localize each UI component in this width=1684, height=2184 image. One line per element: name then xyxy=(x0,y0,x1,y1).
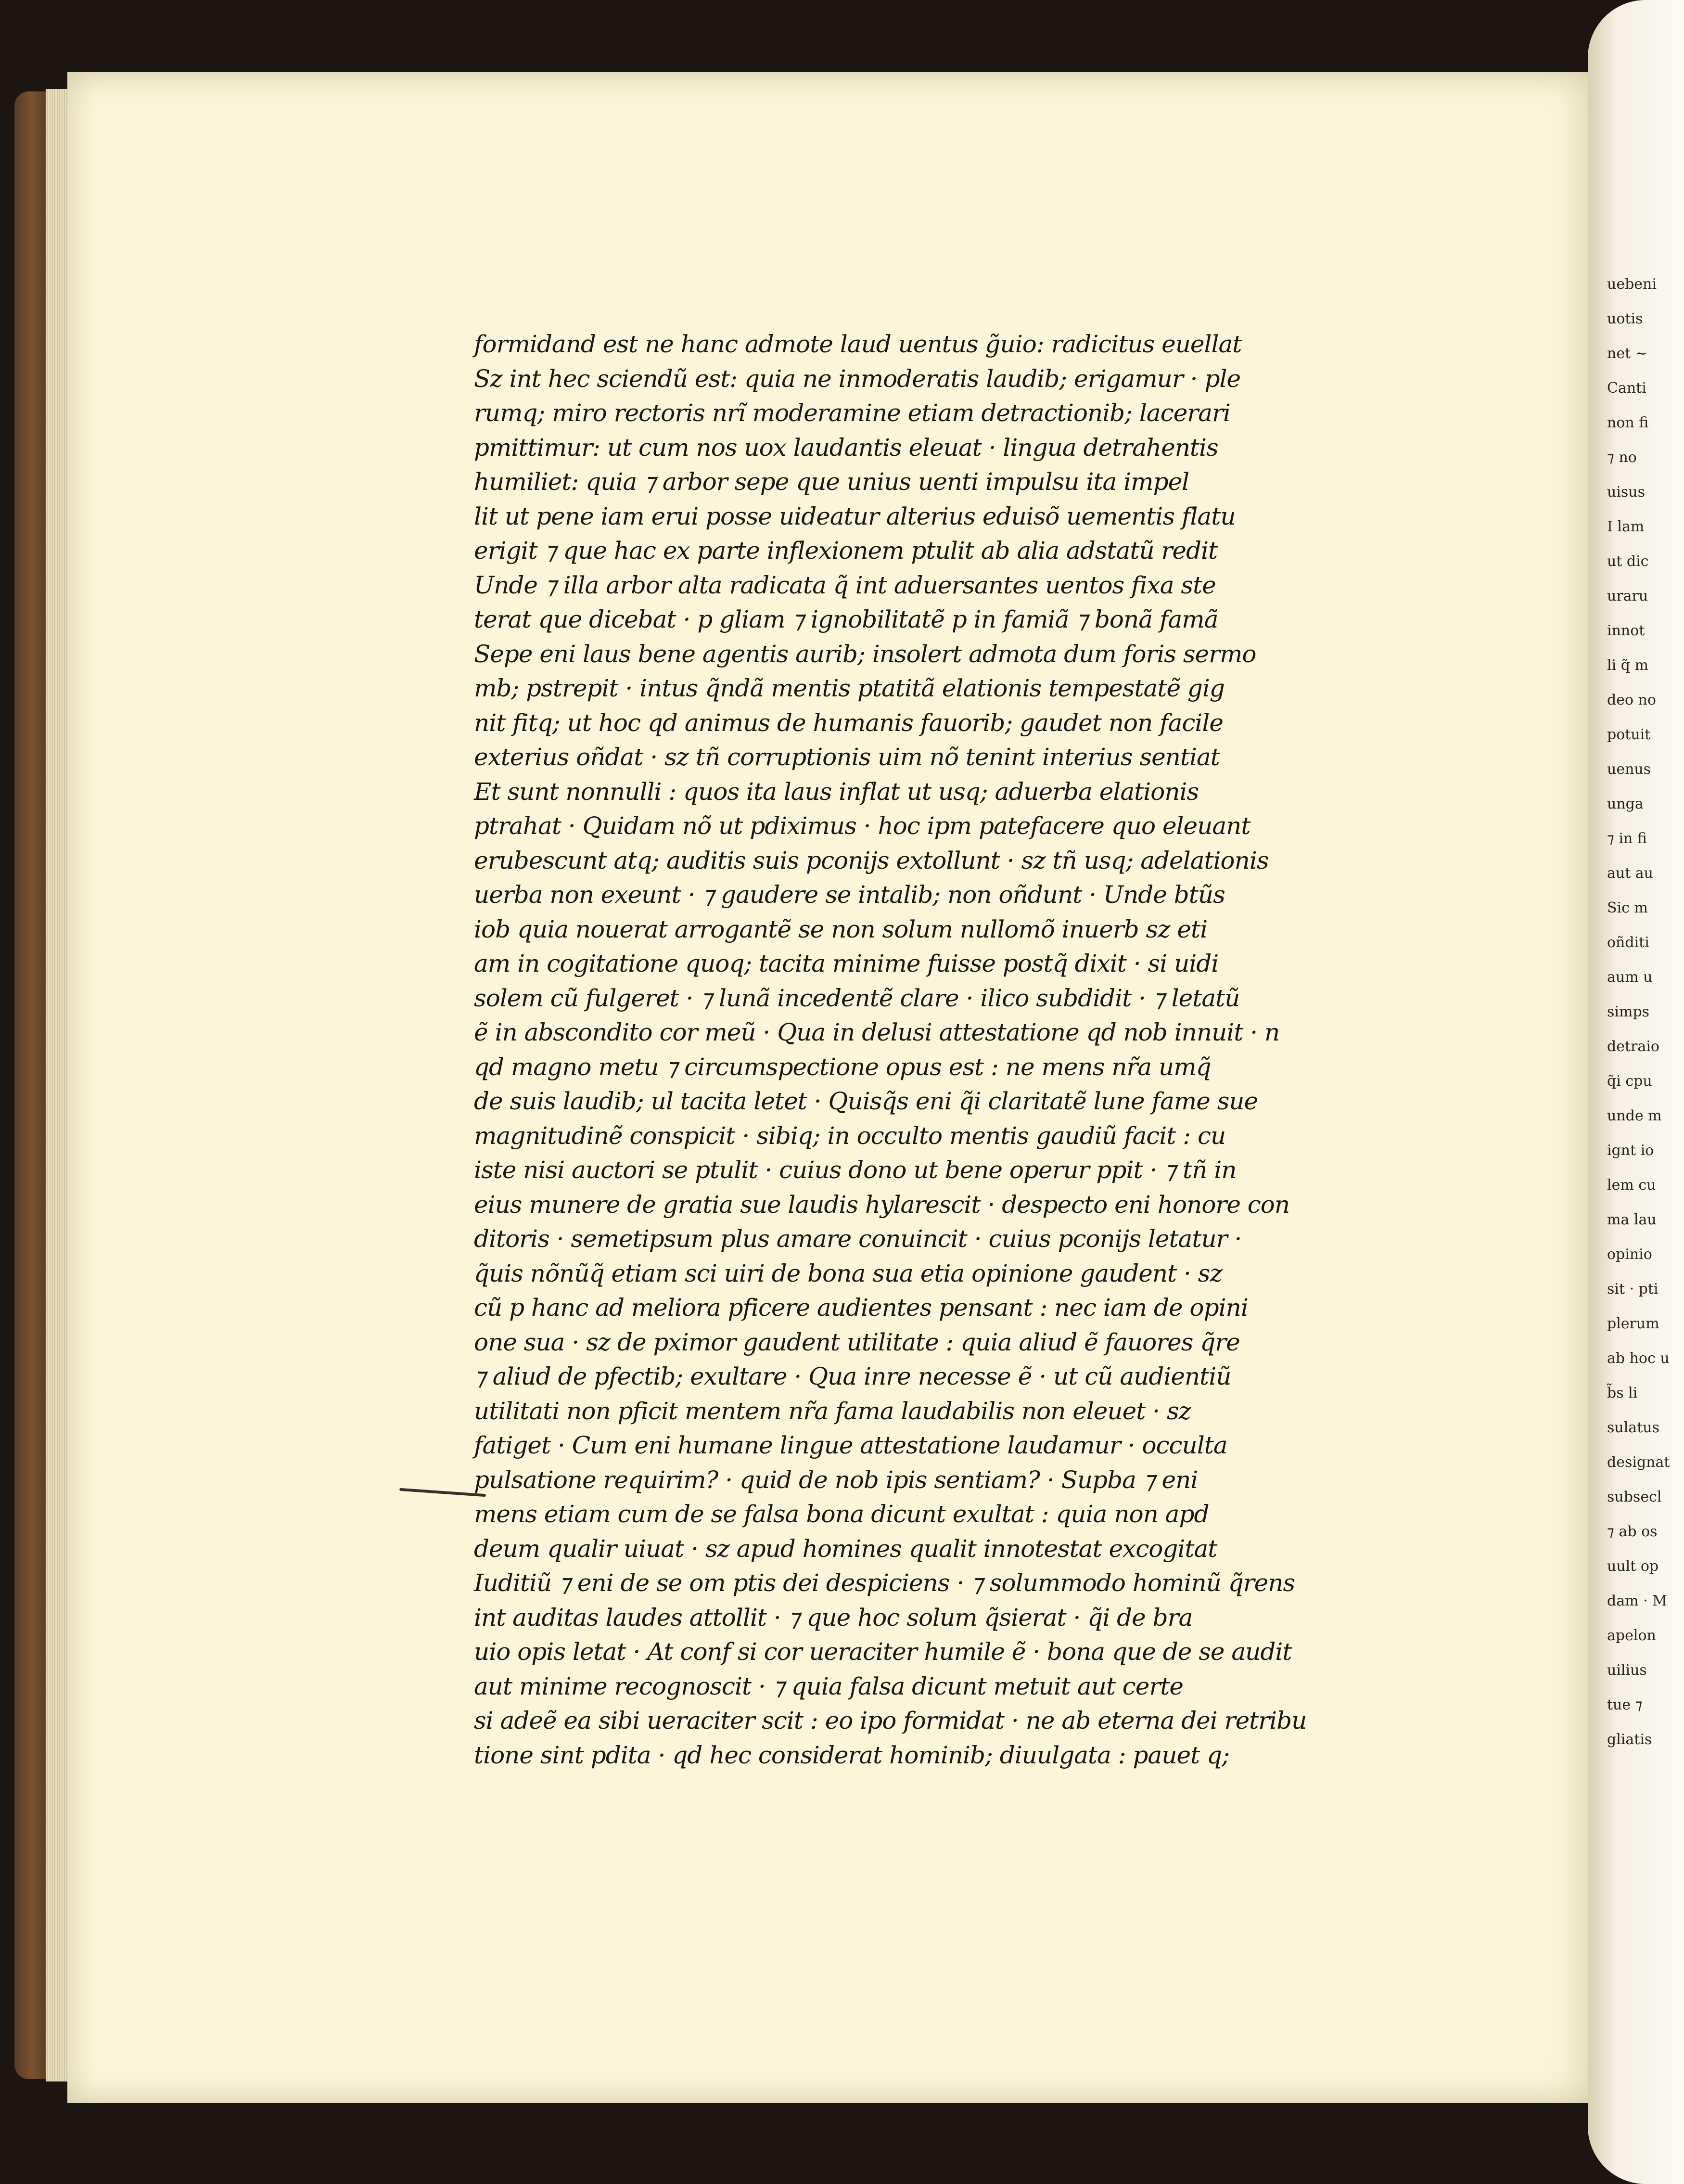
manuscript-line: lit ut pene iam erui posse uideatur alterius eduisõ uementis flatu xyxy=(474,502,1236,530)
manuscript-line: ⁊ aliud de pfectib; exultare · Qua inre necesse ẽ · ut cũ audientiũ xyxy=(474,1362,1231,1390)
facing-page-fragment: li q̃ m xyxy=(1607,657,1648,674)
manuscript-line: si adeẽ ea sibi ueraciter scit : eo ipo formidat · ne ab eterna dei retribu xyxy=(474,1707,1307,1734)
facing-page-fragment: plerum xyxy=(1607,1315,1659,1332)
manuscript-line: rumq; miro rectoris nrĩ moderamine etiam detractionib; lacerari xyxy=(474,399,1230,427)
facing-page-fragment: potuit xyxy=(1607,726,1651,743)
manuscript-line: deum qualir uiuat · sz apud homines qualit innotestat excogitat xyxy=(474,1534,1217,1563)
manuscript-line: uerba non exeunt · ⁊ gaudere se intalib; non oñdunt · Unde btũs xyxy=(474,881,1225,909)
manuscript-line: am in cogitatione quoq; tacita minime fuisse postq̃ dixit · si uidi xyxy=(474,950,1219,977)
facing-page-fragment: ab hoc u xyxy=(1607,1350,1670,1367)
facing-page-fragment: aum u xyxy=(1607,969,1653,986)
facing-page-fragment: sit · pti xyxy=(1607,1281,1658,1298)
facing-page-fragment: uisus xyxy=(1607,484,1646,501)
facing-page-fragment: ⁊ no xyxy=(1607,449,1637,466)
manuscript-line: eius munere de gratia sue laudis hylarescit · despecto eni honore con xyxy=(474,1190,1290,1219)
manuscript-line: qd magno metu ⁊ circumspectione opus est : ne mens nr̃a umq̃ xyxy=(474,1053,1211,1081)
manuscript-line: mb; pstrepit · intus q̃ndã mentis ptatitã elationis tempestatẽ gig xyxy=(474,674,1225,702)
facing-page-fragment: I lam xyxy=(1607,518,1645,535)
manuscript-line: pmittimur: ut cum nos uox laudantis eleuat · lingua detrahentis xyxy=(474,433,1218,462)
manuscript-line: iob quia nouerat arrogantẽ se non solum nullomõ inuerb sz eti xyxy=(474,915,1208,943)
facing-page-fragment: apelon xyxy=(1607,1627,1656,1644)
facing-page-fragment: uult op xyxy=(1607,1558,1659,1575)
manuscript-line: utilitati non pficit mentem nr̃a fama laudabilis non eleuet · sz xyxy=(474,1397,1191,1425)
manuscript-line: cũ p hanc ad meliora pficere audientes pensant : nec iam de opini xyxy=(474,1294,1248,1322)
facing-page-fragment: uotis xyxy=(1607,310,1643,327)
manuscript-line: Sz int hec sciendũ est: quia ne inmoderatis laudib; erigamur · ple xyxy=(474,364,1241,393)
manuscript-line: humiliet: quia ⁊ arbor sepe que unius uenti impulsu ita impel xyxy=(474,468,1189,496)
facing-page-fragment: tue ⁊ xyxy=(1607,1696,1643,1713)
facing-page-fragment: Canti xyxy=(1607,380,1646,397)
facing-page-fragment: ma lau xyxy=(1607,1211,1657,1228)
manuscript-line: int auditas laudes attollit · ⁊ que hoc solum q̃sierat · q̃i de bra xyxy=(474,1603,1193,1632)
manuscript-line: ditoris · semetipsum plus amare conuincit · cuius pconijs letatur · xyxy=(474,1225,1242,1253)
manuscript-line: ẽ in abscondito cor meũ · Qua in delusi attestatione qd nob innuit · n xyxy=(474,1018,1280,1046)
facing-page-fragment: deo no xyxy=(1607,692,1656,708)
manuscript-line: Unde ⁊ illa arbor alta radicata q̃ int aduersantes uentos fixa ste xyxy=(474,571,1216,599)
manuscript-line: pulsatione requirim? · quid de nob ipis sentiam? · Supba ⁊ eni xyxy=(474,1465,1198,1494)
facing-page-fragment: uilius xyxy=(1607,1662,1647,1679)
manuscript-line: magnitudinẽ conspicit · sibiq; in occulto mentis gaudiũ facit : cu xyxy=(474,1121,1226,1150)
facing-page-text xyxy=(1607,267,1670,1757)
manuscript-line: aut minime recognoscit · ⁊ quia falsa dicunt metuit aut certe xyxy=(474,1672,1183,1700)
manuscript-line: formidand est ne hanc admote laud uentus g̃uio: radicitus euellat xyxy=(474,330,1242,358)
manuscript-line: one sua · sz de pximor gaudent utilitate : quia aliud ẽ fauores q̃re xyxy=(474,1328,1240,1356)
manuscript-line: nit fitq; ut hoc qd animus de humanis fauorib; gaudet non facile xyxy=(474,708,1223,737)
manuscript-line: Et sunt nonnulli : quos ita laus inflat ut usq; aduerba elationis xyxy=(474,777,1199,806)
manuscript-line: mens etiam cum de se falsa bona dicunt exultat : quia non apd xyxy=(474,1500,1209,1528)
facing-page-fragment: subsecl xyxy=(1607,1489,1662,1505)
facing-page-fragment: dam · M xyxy=(1607,1593,1667,1609)
manuscript-line: ptrahat · Quidam nõ ut pdiximus · hoc ipm patefacere quo eleuant xyxy=(474,812,1250,840)
facing-page-fragment: uenus xyxy=(1607,761,1651,778)
facing-page-fragment: opinio xyxy=(1607,1246,1652,1263)
facing-page-fragment: uraru xyxy=(1607,588,1648,604)
facing-page-fragment: uebeni xyxy=(1607,276,1657,293)
manuscript-text-block xyxy=(474,327,1424,1769)
facing-page-fragment: designat xyxy=(1607,1454,1670,1471)
facing-page-fragment: aut au xyxy=(1607,865,1654,882)
facing-page-fragment: simps xyxy=(1607,1003,1650,1020)
manuscript-line: iste nisi auctori se ptulit · cuius dono ut bene operur ppit · ⁊ tñ in xyxy=(474,1156,1237,1184)
facing-page-fragment: unga xyxy=(1607,796,1644,812)
facing-page-fragment: Sic m xyxy=(1607,899,1648,916)
facing-page-fragment: ut dic xyxy=(1607,553,1649,570)
manuscript-line: erubescunt atq; auditis suis pconijs extollunt · sz tñ usq; adelationis xyxy=(474,846,1269,874)
facing-page-fragment: lem cu xyxy=(1607,1177,1656,1194)
manuscript-line: tione sint pdita · qd hec considerat hominib; diuulgata : pauet q; xyxy=(474,1741,1229,1769)
facing-page-fragment: ignt io xyxy=(1607,1142,1654,1159)
manuscript-line: terat que dicebat · p gliam ⁊ ignobilitatẽ p in famiã ⁊ bonã famã xyxy=(474,605,1218,633)
manuscript-line: exterius oñdat · sz tñ corruptionis uim nõ tenint interius sentiat xyxy=(474,743,1220,771)
facing-page-fragment: non fi xyxy=(1607,414,1649,431)
manuscript-line: fatiget · Cum eni humane lingue attestatione laudamur · occulta xyxy=(474,1431,1227,1459)
manuscript-line: erigit ⁊ que hac ex parte inflexionem ptulit ab alia adstatũ redit xyxy=(474,537,1218,565)
facing-page-fragment: unde m xyxy=(1607,1107,1662,1124)
manuscript-line: q̃uis nõnũq̃ etiam sci uiri de bona sua etia opinione gaudent · sz xyxy=(474,1259,1222,1287)
facing-page-fragment: oñditi xyxy=(1607,934,1649,951)
facing-page-fragment: ⁊ in fi xyxy=(1607,830,1647,847)
facing-page-fragment: net ~ xyxy=(1607,345,1647,362)
manuscript-line: uio opis letat · At conf si cor ueraciter humile ẽ · bona que de se audit xyxy=(474,1638,1292,1666)
manuscript-line: de suis laudib; ul tacita letet · Quisq̃s eni q̃i claritatẽ lune fame sue xyxy=(474,1087,1258,1115)
facing-page-fragment: ⁊ ab os xyxy=(1607,1523,1658,1540)
facing-page-fragment: gliatis xyxy=(1607,1731,1652,1748)
manuscript-line: Sepe eni laus bene agentis aurib; insolert admota dum foris sermo xyxy=(474,640,1256,668)
facing-page-fragment: q̃i cpu xyxy=(1607,1073,1652,1090)
manuscript-line: solem cũ fulgeret · ⁊ lunã incedentẽ clare · ilico subdidit · ⁊ letatũ xyxy=(474,984,1240,1012)
facing-page-fragment: detraio xyxy=(1607,1038,1659,1055)
facing-page-fragment: b̃s li xyxy=(1607,1385,1638,1401)
facing-page-fragment: innot xyxy=(1607,622,1645,639)
facing-page-fragment: sulatus xyxy=(1607,1419,1659,1436)
manuscript-line: Iuditiũ ⁊ eni de se om ptis dei despiciens · ⁊ solummodo hominũ q̃rens xyxy=(474,1569,1295,1597)
